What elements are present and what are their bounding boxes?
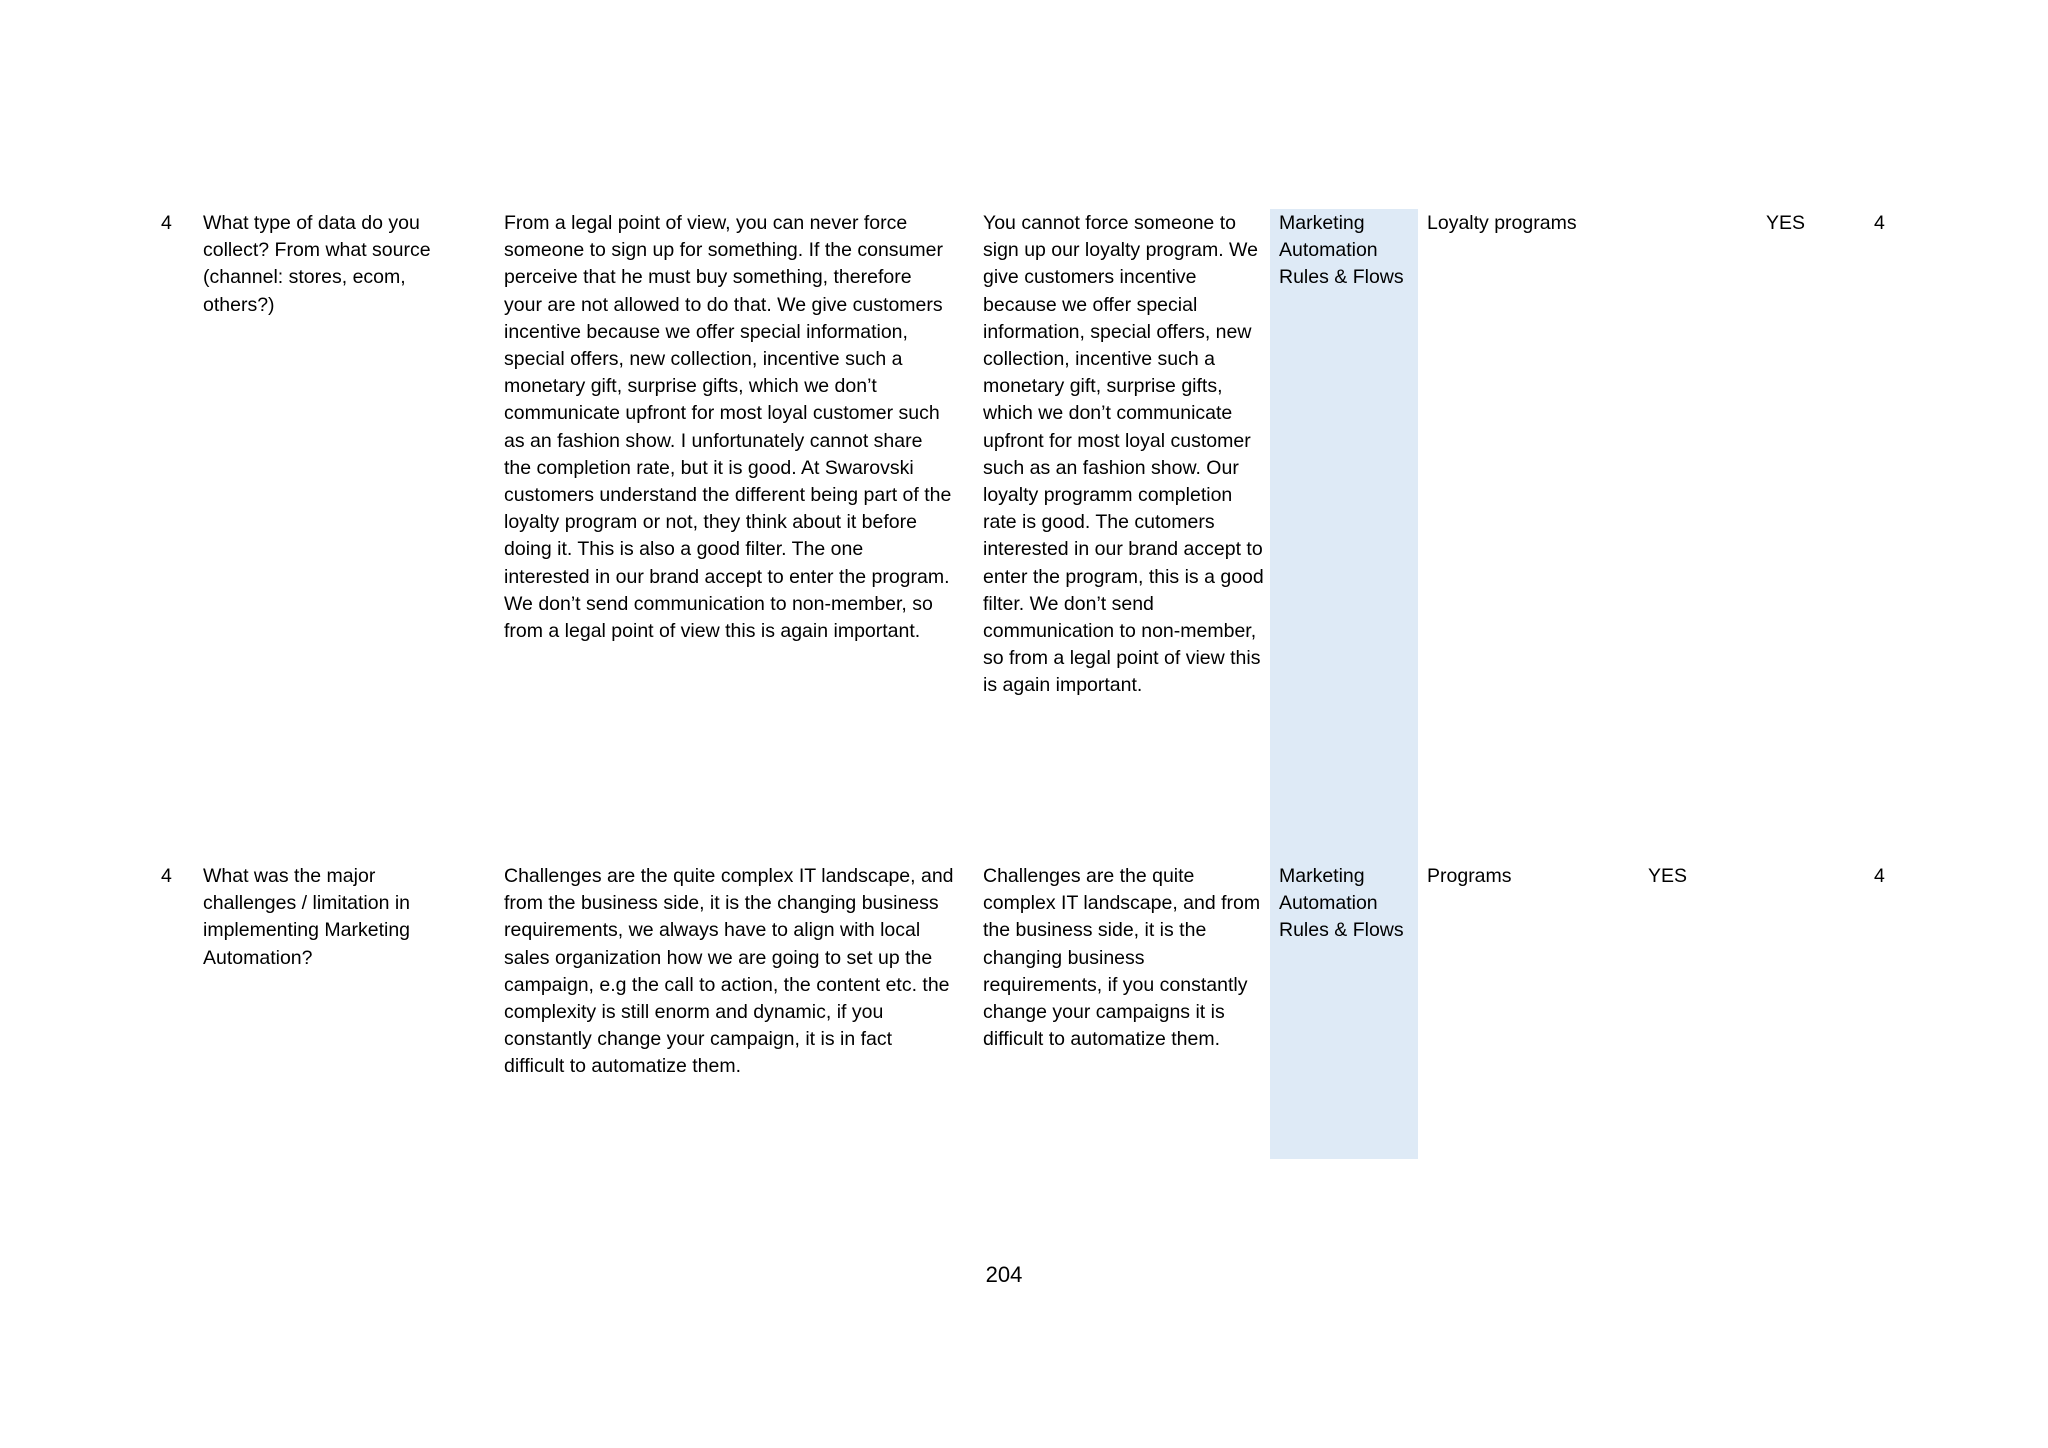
row-number: 4 xyxy=(161,865,172,887)
question-cell: What was the major challenges / limitation in implementing Marketing Automation? xyxy=(203,865,411,969)
topic-cell: Loyalty programs xyxy=(1427,212,1577,234)
topic-cell: Programs xyxy=(1427,865,1512,887)
category-column-shading xyxy=(1270,209,1418,1159)
category-cell: Marketing Automation Rules & Flows xyxy=(1279,865,1404,942)
score-cell: 4 xyxy=(1874,865,1885,887)
row-number: 4 xyxy=(161,212,172,234)
page-number: 204 xyxy=(985,1262,1023,1287)
score-cell: 4 xyxy=(1874,212,1885,234)
yes-cell-a: YES xyxy=(1648,865,1688,887)
category-cell: Marketing Automation Rules & Flows xyxy=(1279,212,1404,289)
summary-cell: You cannot force someone to sign up our loyalty program. We give customers incentive because we offer special information, special offers, new collection, incentive such a monetary gift, surprise gifts, which we don’t communicate upfront for most loyal customer such as an fashion show. Our loyalty programm completion rate is good. The cutomers interested in our brand accept to enter the program, this is a good filter. We don’t send communication to non-member, so from a legal point of view this is again important. xyxy=(983,212,1264,697)
yes-cell-b: YES xyxy=(1766,212,1806,234)
summary-cell: Challenges are the quite complex IT landscape, and from the business side, it is the changing business requirements, if you constantly change your campaigns it is difficult to automatize them. xyxy=(983,865,1261,1051)
question-cell: What type of data do you collect? From what source (channel: stores, ecom, others?) xyxy=(203,212,431,316)
answer-cell: From a legal point of view, you can never force someone to sign up for something. If the consumer perceive that he must buy something, therefore your are not allowed to do that. We give customers incentive because we offer special information, special offers, new collection, incentive such a monetary gift, surprise gifts, which we don’t communicate upfront for most loyal customer such as an fashion show. I unfortunately cannot share the completion rate, but it is good. At Swarovski customers understand the different being part of the loyalty program or not, they think about it before doing it. This is also a good filter. The one interested in our brand accept to enter the program. We don’t send communication to non-member, so from a legal point of view this is again important. xyxy=(504,212,952,643)
answer-cell: Challenges are the quite complex IT landscape, and from the business side, it is the changing business requirements, we always have to align with local sales organization how we are going to set up the campaign, e.g the call to action, the content etc. the complexity is still enorm and dynamic, if you constantly change your campaign, it is in fact difficult to automatize them. xyxy=(504,865,954,1078)
